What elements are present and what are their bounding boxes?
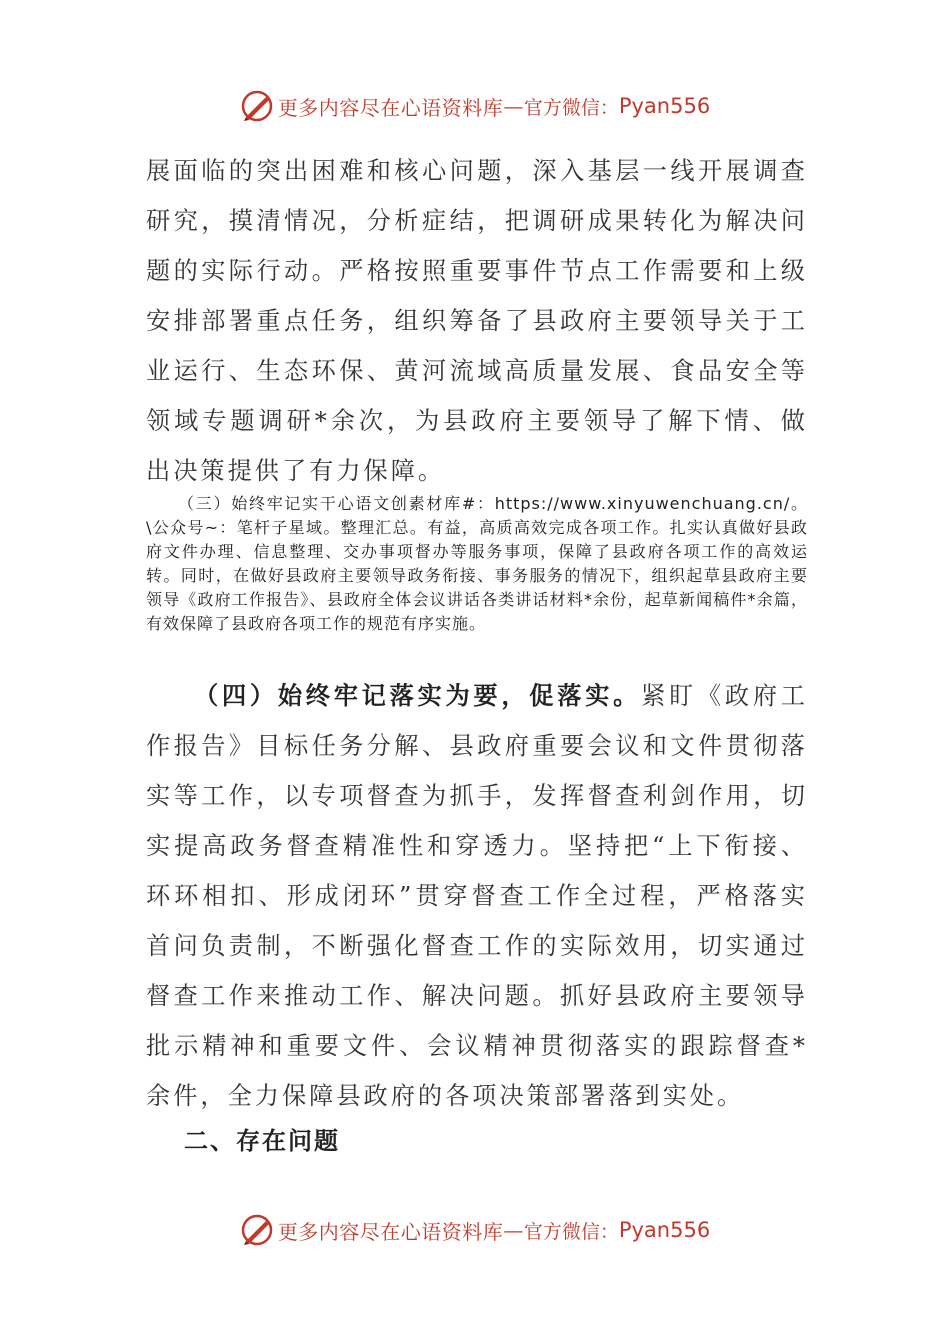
banner-site-text: 更多内容尽在心语资料库: [277, 1219, 504, 1244]
paragraph-1: 展面临的突出困难和核心问题，深入基层一线开展调查研究，摸清情况，分析症结，把调研成果转化为解决问题的实际行动。严格按照重要事件节点工作需要和上级安排部署重点任务，组织筹备了县政府主要领导关于工业运行、生态环保、黄河流域高质量发展、食品安全等领域专题调研*余次，为县政府主要领导了解下情、做出决策提供了有力保障。: [146, 157, 808, 485]
banner-dash: —: [503, 1218, 524, 1242]
pen-logo-icon: [240, 89, 274, 123]
paragraph-2: （三）始终牢记实干心语文创素材库#：https://www.xinyuwenchuang.cn/。\公众号~：笔杆子星域。整理汇总。有益，高质高效完成各项工作。扎实认真做好县政府文件办理、信息整理、交办事项督办等服务事项，保障了县政府各项工作的高效运转。同时，在做好县政府主要领导政务衔接、事务服务的情况下，组织起草县政府主要领导《政府工作报告》、县政府全体会议讲话各类讲话材料*余份，起草新闻稿件*余篇，有效保障了县政府各项工作的规范有序实施。: [146, 494, 808, 633]
banner-wechat-id: Pyan556: [618, 94, 711, 118]
header-banner: [0, 86, 950, 126]
footer-banner: [0, 1210, 950, 1250]
banner-site-text: 更多内容尽在心语资料库: [277, 95, 504, 120]
paragraph-3-text: 紧盯《政府工作报告》目标任务分解、县政府重要会议和文件贯彻落实等工作，以专项督查为抓手，发挥督查利剑作用，切实提高政务督查精准性和穿透力。坚持把“上下衔接、环环相扣、形成闭环”贯穿督查工作全过程，严格落实首问负责制，不断强化督查工作的实际效用，切实通过督查工作来推动工作、解决问题。抓好县政府主要领导批示精神和重要文件、会议精神贯彻落实的跟踪督查*余件，全力保障县政府的各项决策部署落到实处。: [146, 682, 808, 1110]
paragraph-3-lead: （四）始终牢记落实为要，促落实。: [194, 681, 642, 710]
banner-dash: —: [503, 94, 524, 118]
section-heading: 二、存在问题: [184, 1126, 340, 1155]
banner-wechat-label: 官方微信：: [523, 96, 619, 119]
pen-logo-icon: [240, 1213, 274, 1247]
banner-wechat-label: 官方微信：: [523, 1220, 619, 1243]
paragraph-3: [146, 671, 808, 1121]
banner-wechat-id: Pyan556: [618, 1218, 711, 1242]
